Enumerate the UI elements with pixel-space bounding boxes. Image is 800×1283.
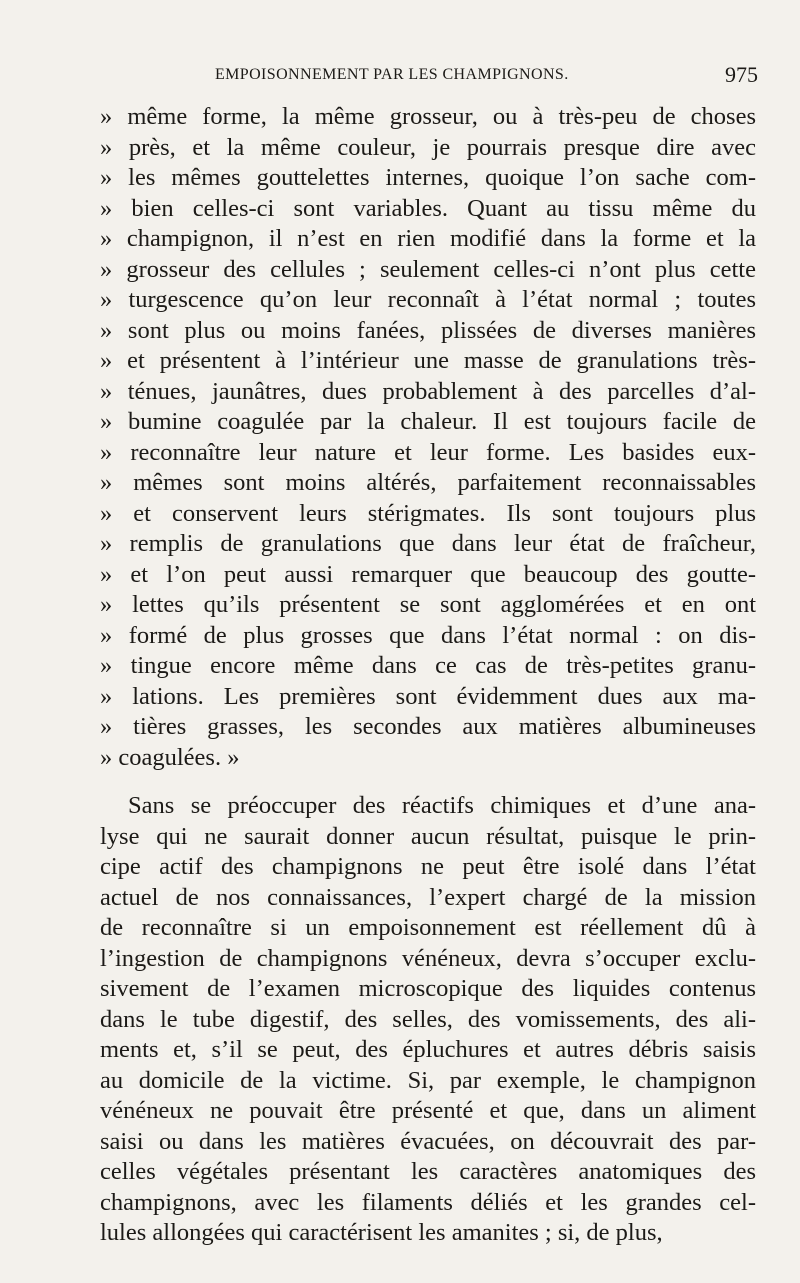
page-header — [105, 58, 758, 98]
quote-line: » lettes qu’ils présentent se sont agglomérées et en ont — [100, 591, 756, 618]
paragraph-line: celles végétales présentant les caractères anatomiques des — [100, 1158, 756, 1185]
paragraph-gap — [100, 773, 756, 791]
quote-line: » et présentent à l’intérieur une masse de granulations très- — [100, 347, 756, 374]
quote-line: » et l’on peut aussi remarquer que beaucoup des goutte- — [100, 560, 756, 588]
quote-line: » bumine coagulée par la chaleur. Il est toujours facile de — [100, 408, 756, 435]
quote-line: » ténues, jaunâtres, dues probablement à des parcelles d’al- — [100, 377, 756, 405]
quote-line: » remplis de granulations que dans leur état de fraîcheur, — [100, 530, 756, 557]
paragraph-line: lyse qui ne saurait donner aucun résultat, puisque le prin- — [100, 822, 756, 850]
paragraph — [100, 791, 756, 1249]
paragraph-line: au domicile de la victime. Si, par exemple, le champignon — [100, 1066, 756, 1094]
paragraph-line: vénéneux ne pouvait être présenté et que, dans un aliment — [100, 1097, 756, 1124]
quoted-passage — [100, 102, 756, 773]
paragraph-line: l’ingestion de champignons vénéneux, devra s’occuper exclu- — [100, 944, 756, 972]
paragraph-line: saisi ou dans les matières évacuées, on découvrait des par- — [100, 1127, 756, 1155]
paragraph-line: dans le tube digestif, des selles, des vomissements, des ali- — [100, 1005, 756, 1033]
quote-line: » champignon, il n’est en rien modifié dans la forme et la — [100, 225, 756, 252]
quote-line: » turgescence qu’on leur reconnaît à l’état normal ; toutes — [100, 286, 756, 313]
body-text — [100, 102, 756, 1249]
paragraph-line: actuel de nos connaissances, l’expert chargé de la mission — [100, 883, 756, 911]
quote-line: » tières grasses, les secondes aux matières albumineuses — [100, 713, 756, 740]
paragraph-line: sivement de l’examen microscopique des liquides contenus — [100, 975, 756, 1002]
quote-line: » reconnaître leur nature et leur forme. Les basides eux- — [100, 438, 756, 466]
running-title: EMPOISONNEMENT PAR LES CHAMPIGNONS. — [215, 66, 569, 83]
paragraph-line: lules allongées qui caractérisent les amanites ; si, de plus, — [100, 1219, 663, 1246]
quote-line: » coagulées. » — [100, 743, 240, 771]
quote-line: » formé de plus grosses que dans l’état normal : on dis- — [100, 621, 756, 649]
paragraph-line: cipe actif des champignons ne peut être isolé dans l’état — [100, 853, 756, 880]
page-number: 975 — [725, 62, 758, 87]
paragraph-line: de reconnaître si un empoisonnement est réellement dû à — [100, 914, 756, 941]
paragraph-line: ments et, s’il se peut, des épluchures et autres débris saisis — [100, 1036, 756, 1063]
paragraph-line: Sans se préoccuper des réactifs chimiques et d’une ana- — [128, 792, 756, 819]
quote-line: » mêmes sont moins altérés, parfaitement reconnaissables — [100, 469, 756, 496]
quote-line: » et conservent leurs stérigmates. Ils sont toujours plus — [100, 499, 756, 527]
quote-line: » les mêmes gouttelettes internes, quoique l’on sache com- — [100, 164, 756, 191]
quote-line: » grosseur des cellules ; seulement celles-ci n’ont plus cette — [100, 255, 756, 283]
quote-line: » même forme, la même grosseur, ou à très-peu de choses — [100, 103, 756, 130]
quote-line: » lations. Les premières sont évidemment dues aux ma- — [100, 682, 756, 710]
quote-line: » bien celles-ci sont variables. Quant au tissu même du — [100, 194, 756, 222]
quote-line: » sont plus ou moins fanées, plissées de diverses manières — [100, 316, 756, 344]
paragraph-line: champignons, avec les filaments déliés et les grandes cel- — [100, 1188, 756, 1216]
quote-line: » près, et la même couleur, je pourrais presque dire avec — [100, 133, 756, 161]
quote-line: » tingue encore même dans ce cas de très-petites granu- — [100, 652, 756, 679]
